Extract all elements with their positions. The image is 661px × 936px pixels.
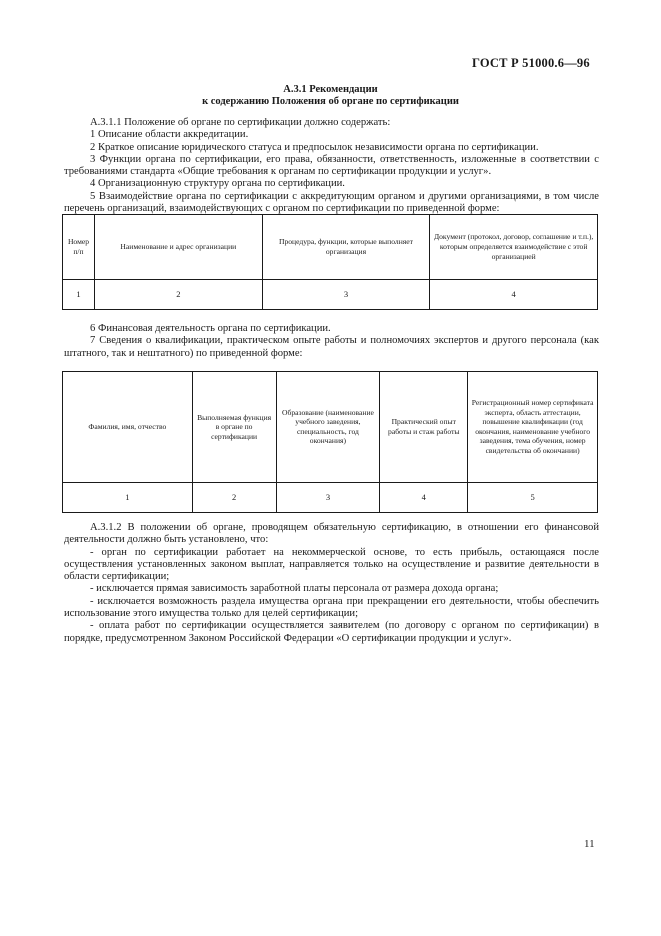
list-item: 1 Описание области аккредитации. — [90, 129, 249, 141]
table-header-cell: Фамилия, имя, отчество — [63, 372, 193, 483]
table-header-cell: Наименование и адрес организации — [94, 215, 262, 280]
table-header-row — [63, 372, 598, 483]
column-number: 3 — [262, 279, 430, 309]
table-row — [63, 279, 598, 309]
list-item: 2 Краткое описание юридического статуса и предпосылок независимости органа по сертификации. — [90, 141, 539, 153]
list-item: 4 Организационную структуру органа по сертификации. — [90, 178, 345, 190]
table-header-cell: Документ (протокол, договор, соглашение и т.п.), которым определяется взаимодействие с этой организацией — [430, 215, 598, 280]
list-item: 3 Функции органа по сертификации, его права, обязанности, ответственность, изложенные в соответствии с требованиями стандарта «Общие требования к органам по сертификации продукции и услуг». — [64, 153, 599, 178]
table-header-cell: Регистрационный номер сертификата эксперта, область аттестации, повышение квалификации (год окончания, наименование учебного заведения, тема обучения, номер свидетельства об окончании) — [468, 372, 598, 483]
table-header-row — [63, 215, 598, 280]
table-header-cell: Образование (наименование учебного заведения, специальность, год окончания) — [276, 372, 380, 483]
column-number: 5 — [468, 482, 598, 512]
requirements-list-continued — [64, 323, 599, 360]
organizations-table — [62, 214, 598, 310]
table-header-cell: Номер п/п — [63, 215, 95, 280]
section-title: А.3.1 Рекомендации — [283, 84, 378, 95]
list-item: - оплата работ по сертификации осуществляется заявителем (по договору с органом по сертификации) в порядке, предусмотренном Законом Российской Федерации «О сертификации продукции и услуг». — [64, 620, 599, 644]
table-row — [63, 482, 598, 512]
list-item: - исключается прямая зависимость заработной платы персонала от размера дохода органа; — [90, 583, 499, 595]
table-header-cell: Процедура, функции, которые выполняет организация — [262, 215, 430, 280]
column-number: 2 — [192, 482, 276, 512]
paragraph: А.3.1.1 Положение об органе по сертификации должно содержать: — [90, 117, 391, 128]
table-header-cell: Практический опыт работы и стаж работы — [380, 372, 468, 483]
column-number: 4 — [430, 279, 598, 309]
list-item: 7 Сведения о квалификации, практическом опыте работы и полномочиях экспертов и другого персонала (как штатного, так и нештатного) по приведенной форме: — [64, 335, 599, 359]
financial-requirements — [64, 522, 599, 645]
column-number: 1 — [63, 482, 193, 512]
page-number: 11 — [584, 838, 595, 850]
column-number: 1 — [63, 279, 95, 309]
list-item: 5 Взаимодействие органа по сертификации с аккредитующим органом и другими организациями, в том числе перечень организаций, взаимодействующих с органом по сертификации по приведенной форме: — [64, 190, 599, 215]
list-item: - орган по сертификации работает на некоммерческой основе, то есть прибыль, остающаяся после осуществления установленных законом выплат, направляется только на осуществление и развитие деятельности в области сертификации; — [64, 546, 599, 583]
section-subtitle: к содержанию Положения об органе по сертификации — [202, 96, 459, 107]
column-number: 4 — [380, 482, 468, 512]
standard-designation: ГОСТ Р 51000.6—96 — [472, 56, 590, 70]
requirements-list — [64, 117, 599, 215]
list-item: 6 Финансовая деятельность органа по сертификации. — [90, 323, 331, 334]
personnel-table — [62, 371, 598, 513]
column-number: 3 — [276, 482, 380, 512]
column-number: 2 — [94, 279, 262, 309]
paragraph: А.3.1.2 В положении об органе, проводящем обязательную сертификацию, в отношении его финансовой деятельности должно быть установлено, что: — [64, 522, 599, 546]
table-header-cell: Выполняемая функция в органе по сертификации — [192, 372, 276, 483]
list-item: - исключается возможность раздела имущества органа при прекращении его деятельности, чтобы обеспечить использование этого имущества только для целей сертификации; — [64, 595, 599, 620]
